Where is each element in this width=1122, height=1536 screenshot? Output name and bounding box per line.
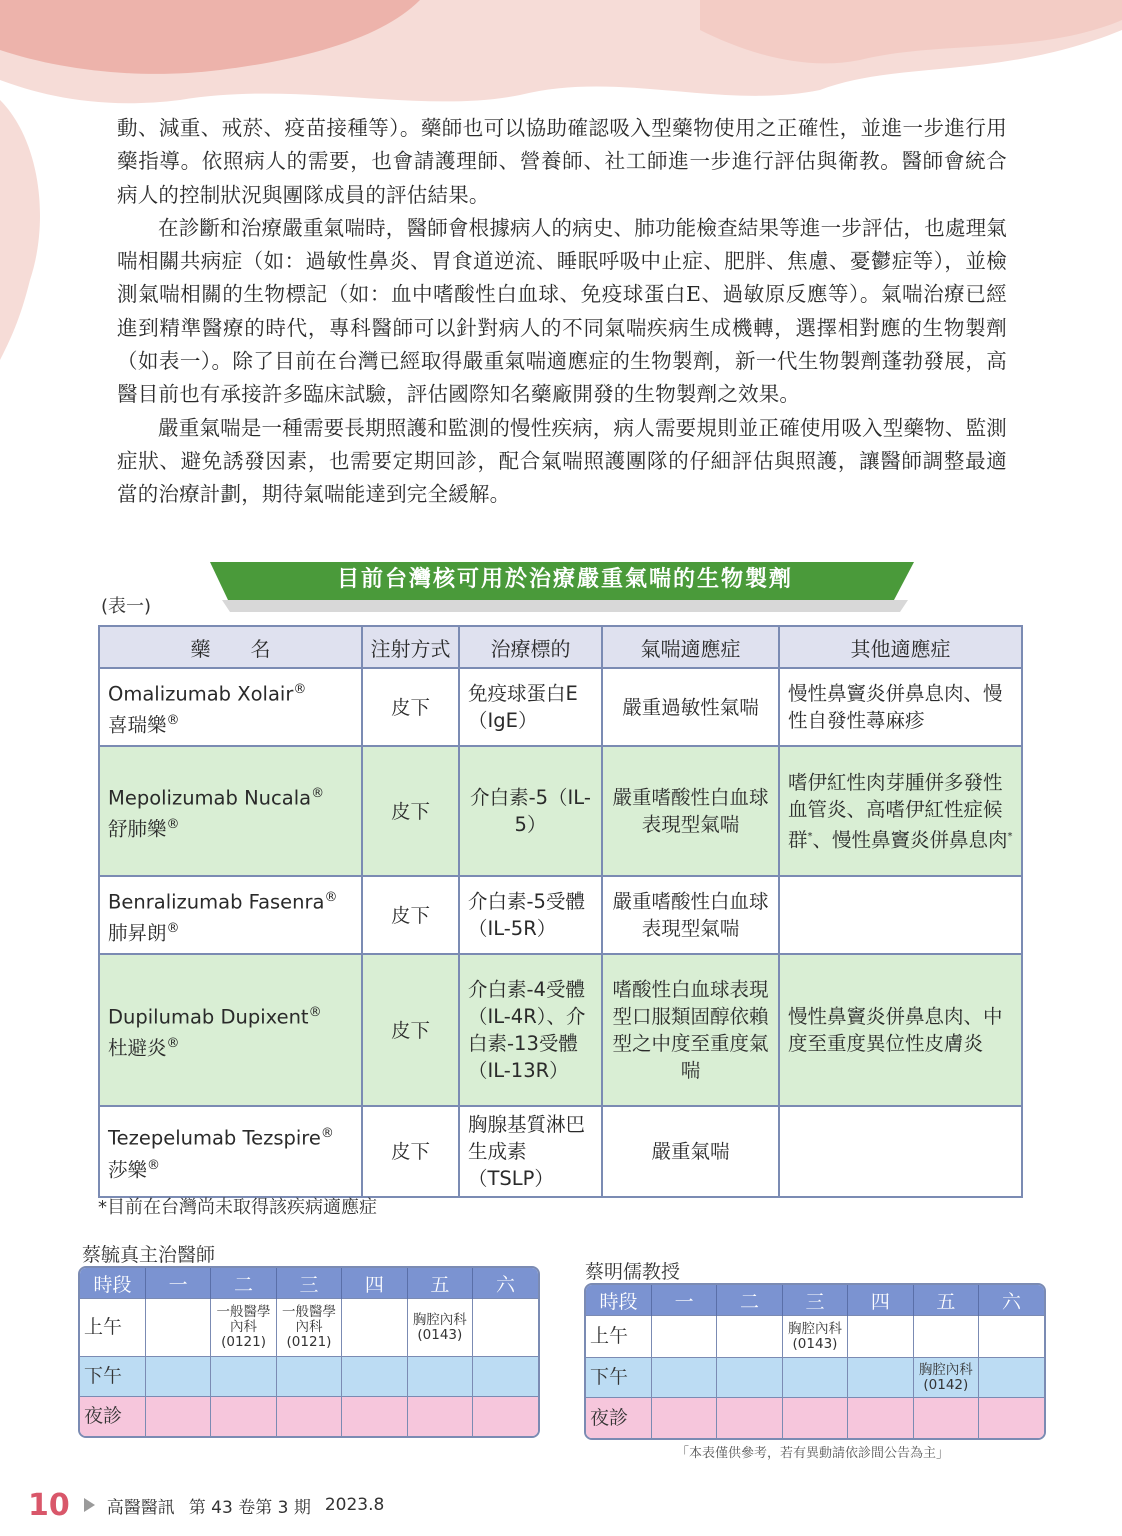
row-label-am: 上午 (80, 1299, 145, 1357)
schedule-row-pm (586, 1358, 1044, 1398)
row-label-pm: 下午 (586, 1358, 651, 1398)
schedule-cell (651, 1398, 716, 1438)
target-cell: 胸腺基質淋巴生成素（TSLP） (459, 1106, 602, 1197)
table-row (99, 876, 1022, 954)
drug-name-en: Omalizumab Xolair (108, 682, 294, 705)
schedule-cell (848, 1358, 913, 1398)
header-drug: 藥 名 (99, 626, 362, 668)
schedule-row-night (80, 1397, 538, 1437)
asthma-cell: 嚴重過敏性氣喘 (602, 668, 779, 746)
other-cell: 慢性鼻竇炎併鼻息肉、中度至重度異位性皮膚炎 (779, 954, 1022, 1106)
schedule-header-day: 一 (145, 1268, 210, 1299)
drug-name-zh: 莎樂 (108, 1158, 148, 1181)
route-cell: 皮下 (362, 954, 459, 1106)
paragraph-2: 在診斷和治療嚴重氣喘時，醫師會根據病人的病史、肺功能檢查結果等進一步評估，也處理氣喘相關共病症（如：過敏性鼻炎、胃食道逆流、睡眠呼吸中止症、肥胖、焦慮、憂鬱症等），並檢測氣喘相關的生物標記（如：血中嗜酸性白血球、免疫球蛋白E、過敏原反應等）。氣喘治療已經進到精準醫療的時代，專科醫師可以針對病人的不同氣喘疾病生成機轉，選擇相對應的生物製劑（如表一）。除了目前在台灣已經取得嚴重氣喘適應症的生物製劑，新一代生物製劑蓬勃發展，高醫目前也有承接許多臨床試驗，評估國際知名藥廠開發的生物製劑之效果。 (117, 215, 1007, 407)
schedule-cell (276, 1397, 341, 1437)
schedule-cell (848, 1316, 913, 1358)
other-cell (779, 746, 1022, 876)
drug-name-zh: 肺昇朗 (108, 921, 167, 945)
row-label-night: 夜診 (80, 1397, 145, 1437)
paragraph-3: 嚴重氣喘是一種需要長期照護和監測的慢性疾病，病人需要規則並正確使用吸入型藥物、監測症狀、避免誘發因素，也需要定期回診，配合氣喘照護團隊的仔細評估與照護，讓醫師調整最適當的治療計劃，期待氣喘能達到完全緩解。 (117, 415, 1007, 507)
registered-mark: ® (308, 1004, 322, 1020)
schedule-cell (407, 1397, 472, 1437)
schedule-cell (782, 1358, 847, 1398)
target-cell: 介白素-4受體（IL-4R）、介白素-13受體（IL-13R） (459, 954, 602, 1106)
table-footnote: *目前在台灣尚未取得該疾病適應症 (98, 1197, 377, 1218)
schedule-header-day: 一 (651, 1285, 716, 1316)
schedule-cell (913, 1398, 978, 1438)
schedule-cell (276, 1357, 341, 1397)
schedule-cell (145, 1357, 210, 1397)
schedule-header-row (586, 1285, 1044, 1316)
drug-name (99, 746, 362, 876)
decorative-side-graphic (0, 100, 60, 360)
header-route: 注射方式 (362, 626, 459, 668)
triangle-icon (84, 1498, 95, 1512)
table-header-row (99, 626, 1022, 668)
header-asthma: 氣喘適應症 (602, 626, 779, 668)
target-cell: 介白素-5（IL-5） (459, 746, 602, 876)
table-row (99, 746, 1022, 876)
other-cell (779, 1106, 1022, 1197)
schedule-row-am (586, 1316, 1044, 1358)
drug-name-en: Mepolizumab Nucala (108, 786, 312, 809)
table-row (99, 1106, 1022, 1197)
other-cell (779, 876, 1022, 954)
schedule-header-period: 時段 (586, 1285, 651, 1316)
schedule-cell (342, 1397, 407, 1437)
table-title: 目前台灣核可用於治療嚴重氣喘的生物製劑 (336, 567, 793, 592)
schedule-header-day: 五 (913, 1285, 978, 1316)
registered-mark: ® (320, 1126, 334, 1141)
drug-name-en: Tezepelumab Tezspire (108, 1126, 321, 1150)
row-label-am: 上午 (586, 1316, 651, 1358)
table-row (99, 954, 1022, 1106)
schedule-cell (473, 1357, 538, 1397)
asthma-cell: 嚴重氣喘 (602, 1106, 779, 1197)
footnote-mark: * (1007, 830, 1013, 842)
schedule-cell (979, 1316, 1044, 1358)
header-other: 其他適應症 (779, 626, 1022, 668)
registered-mark: ® (147, 1157, 161, 1173)
drug-name (99, 954, 362, 1106)
schedule-header-row (80, 1268, 538, 1299)
schedule-header-period: 時段 (80, 1268, 145, 1299)
doctor1-name: 蔡毓真主治醫師 (82, 1244, 216, 1266)
schedule-cell (211, 1357, 276, 1397)
schedule-cell (473, 1299, 538, 1357)
schedule-cell: 胸腔內科(0142) (913, 1358, 978, 1398)
drug-name-zh: 喜瑞樂 (108, 713, 167, 737)
schedule-header-day: 二 (717, 1285, 782, 1316)
schedule-header-day: 二 (211, 1268, 276, 1299)
issue-date: 2023.8 (324, 1495, 385, 1515)
registered-mark: ® (293, 681, 307, 697)
drug-name (99, 1106, 362, 1197)
schedule-header-day: 三 (782, 1285, 847, 1316)
table-label: (表一) (101, 596, 152, 617)
schedule-cell (211, 1397, 276, 1437)
asthma-cell: 嚴重嗜酸性白血球表現型氣喘 (602, 746, 779, 876)
schedule-row-am (80, 1299, 538, 1357)
page-number: 10 (28, 1487, 70, 1523)
route-cell: 皮下 (362, 1106, 459, 1197)
schedule-header-day: 四 (342, 1268, 407, 1299)
schedule-header-day: 五 (407, 1268, 472, 1299)
publication-name: 高醫醫訊 (106, 1497, 175, 1518)
decorative-header-graphic (0, 0, 1122, 120)
target-cell: 介白素-5受體（IL-5R） (459, 876, 602, 954)
schedule-cell (651, 1358, 716, 1398)
schedule-row-pm (80, 1357, 538, 1397)
schedule-cell: 一般醫學內科(0121) (211, 1299, 276, 1357)
article-body (117, 112, 1007, 512)
schedule-cell (145, 1397, 210, 1437)
schedule-header-day: 六 (473, 1268, 538, 1299)
schedule-cell (717, 1316, 782, 1358)
header-target: 治療標的 (459, 626, 602, 668)
footnote-mark: * (807, 830, 813, 842)
registered-mark: ® (324, 889, 338, 905)
drug-name-zh: 舒肺樂 (108, 817, 167, 841)
registered-mark: ® (166, 817, 180, 832)
schedule-cell (651, 1316, 716, 1358)
registered-mark: ® (166, 1036, 180, 1051)
schedule-cell (342, 1357, 407, 1397)
drug-name (99, 668, 362, 746)
other-text-a: 嗜伊紅性肉芽腫併多發性血管炎、高嗜伊紅性症候群 (788, 770, 1003, 852)
schedule-cell (145, 1299, 210, 1357)
route-cell: 皮下 (362, 746, 459, 876)
page-footer (28, 1488, 384, 1522)
schedule-cell (913, 1316, 978, 1358)
paragraph-1: 動、減重、戒菸、疫苗接種等）。藥師也可以協助確認吸入型藥物使用之正確性，並進一步進行用藥指導。依照病人的需要，也會請護理師、營養師、社工師進一步進行評估與衛教。醫師會統合病人的控制狀況與團隊成員的評估結果。 (117, 116, 1007, 207)
schedule-cell (848, 1398, 913, 1438)
schedule-cell (979, 1398, 1044, 1438)
asthma-cell: 嗜酸性白血球表現型口服類固醇依賴型之中度至重度氣喘 (602, 954, 779, 1106)
issue-number: 第 43 卷第 3 期 (188, 1497, 311, 1518)
drug-name (99, 876, 362, 954)
other-text-b: 、慢性鼻竇炎併鼻息肉 (812, 828, 1008, 852)
schedule-cell: 一般醫學內科(0121) (276, 1299, 341, 1357)
row-label-pm: 下午 (80, 1357, 145, 1397)
asthma-cell: 嚴重嗜酸性白血球表現型氣喘 (602, 876, 779, 954)
registered-mark: ® (166, 921, 180, 936)
route-cell: 皮下 (362, 876, 459, 954)
drug-name-en: Benralizumab Fasenra (108, 890, 325, 913)
biologics-table (98, 625, 1023, 1198)
doctor2-schedule (584, 1283, 1046, 1440)
drug-name-zh: 杜避炎 (108, 1036, 167, 1060)
target-cell: 免疫球蛋白E（IgE） (459, 668, 602, 746)
schedule-cell (782, 1398, 847, 1438)
doctor1-schedule (78, 1266, 540, 1438)
schedule-header-day: 三 (276, 1268, 341, 1299)
schedule-cell (717, 1358, 782, 1398)
schedule-cell (342, 1299, 407, 1357)
schedule-cell: 胸腔內科(0143) (407, 1299, 472, 1357)
schedule-cell (473, 1397, 538, 1437)
schedule-header-day: 六 (979, 1285, 1044, 1316)
schedule-row-night (586, 1398, 1044, 1438)
schedule-cell: 胸腔內科(0143) (782, 1316, 847, 1358)
table-row (99, 668, 1022, 746)
drug-name-en: Dupilumab Dupixent (108, 1005, 309, 1028)
schedule-cell (717, 1398, 782, 1438)
registered-mark: ® (166, 713, 180, 728)
row-label-night: 夜診 (586, 1398, 651, 1438)
schedule-cell (407, 1357, 472, 1397)
doctor2-name: 蔡明儒教授 (585, 1261, 681, 1283)
other-cell: 慢性鼻竇炎併鼻息肉、慢性自發性蕁麻疹 (779, 668, 1022, 746)
schedule-notice: 「本表僅供參考，若有異動請依診間公告為主」 (676, 1446, 950, 1461)
registered-mark: ® (311, 785, 325, 801)
route-cell: 皮下 (362, 668, 459, 746)
schedule-cell (979, 1358, 1044, 1398)
schedule-header-day: 四 (848, 1285, 913, 1316)
